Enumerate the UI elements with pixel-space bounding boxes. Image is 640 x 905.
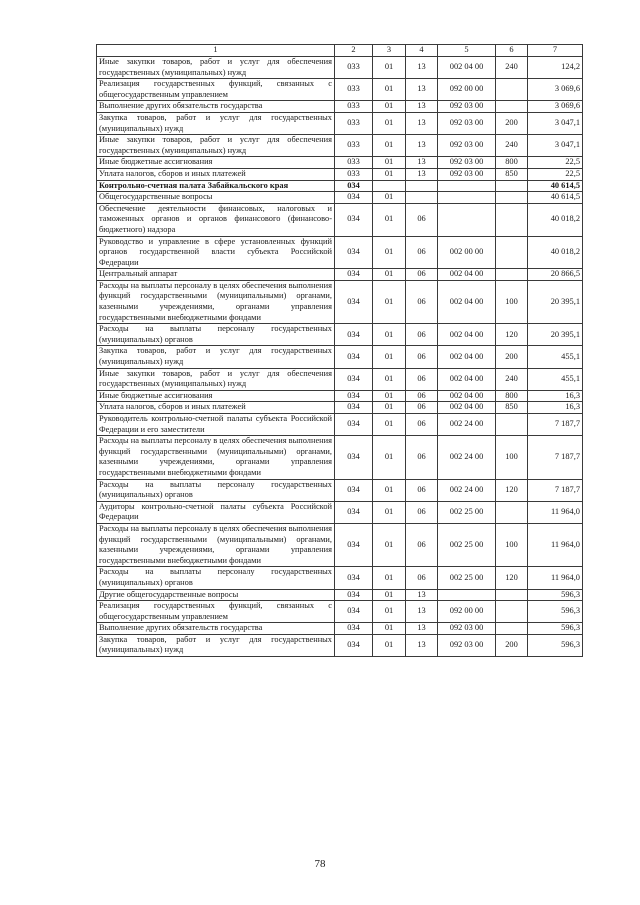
amount-cell: 455,1: [528, 346, 583, 368]
target-article-cell: 002 04 00: [438, 324, 496, 346]
expense-type-cell: 240: [496, 368, 528, 390]
table-row: [97, 203, 583, 236]
subsection-code-cell: 06: [406, 390, 438, 402]
amount-cell: 3 047,1: [528, 135, 583, 157]
ministry-code-cell: 034: [335, 589, 373, 601]
ministry-code-cell: 033: [335, 101, 373, 113]
row-name-cell: Реализация государственных функций, связанных с общегосударственным управлением: [97, 79, 335, 101]
target-article-cell: 002 00 00: [438, 236, 496, 269]
target-article-cell: [438, 192, 496, 204]
subsection-code-cell: 13: [406, 623, 438, 635]
row-name-cell: Общегосударственные вопросы: [97, 192, 335, 204]
amount-cell: 40 018,2: [528, 236, 583, 269]
table-row: [97, 601, 583, 623]
subsection-code-cell: [406, 180, 438, 192]
amount-cell: 596,3: [528, 634, 583, 656]
table-row: [97, 236, 583, 269]
subsection-code-cell: 06: [406, 501, 438, 523]
expense-type-cell: 120: [496, 324, 528, 346]
target-article-cell: 092 03 00: [438, 168, 496, 180]
header-col-2: 2: [335, 45, 373, 57]
ministry-code-cell: 034: [335, 479, 373, 501]
amount-cell: 3 069,6: [528, 101, 583, 113]
target-article-cell: 092 00 00: [438, 79, 496, 101]
row-name-cell: Уплата налогов, сборов и иных платежей: [97, 168, 335, 180]
row-name-cell: Центральный аппарат: [97, 269, 335, 281]
target-article-cell: 002 24 00: [438, 414, 496, 436]
row-name-cell: Закупка товаров, работ и услуг для государственных (муниципальных) нужд: [97, 346, 335, 368]
target-article-cell: 002 04 00: [438, 280, 496, 323]
expense-type-cell: [496, 203, 528, 236]
amount-cell: 7 187,7: [528, 479, 583, 501]
row-name-cell: Выполнение других обязательств государства: [97, 101, 335, 113]
subsection-code-cell: 06: [406, 346, 438, 368]
expense-type-cell: [496, 501, 528, 523]
row-name-cell: Аудиторы контрольно-счетной палаты субъекта Российской Федерации: [97, 501, 335, 523]
table-row: [97, 79, 583, 101]
expense-type-cell: [496, 180, 528, 192]
section-code-cell: 01: [373, 57, 406, 79]
row-name-cell: Иные закупки товаров, работ и услуг для обеспечения государственных (муниципальных) нужд: [97, 368, 335, 390]
page-number: 78: [314, 858, 326, 870]
row-name-cell: Расходы на выплаты персоналу государственных (муниципальных) органов: [97, 567, 335, 589]
expense-type-cell: 850: [496, 402, 528, 414]
section-code-cell: 01: [373, 501, 406, 523]
section-code-cell: 01: [373, 589, 406, 601]
target-article-cell: 002 04 00: [438, 269, 496, 281]
ministry-code-cell: 034: [335, 501, 373, 523]
amount-cell: 7 187,7: [528, 414, 583, 436]
target-article-cell: 002 04 00: [438, 346, 496, 368]
table-row: [97, 157, 583, 169]
target-article-cell: 002 04 00: [438, 368, 496, 390]
row-name-cell: Иные бюджетные ассигнования: [97, 390, 335, 402]
amount-cell: 40 018,2: [528, 203, 583, 236]
row-name-cell: Обеспечение деятельности финансовых, налоговых и таможенных органов и органов финансового (финансово-бюджетного) надзора: [97, 203, 335, 236]
amount-cell: 40 614,5: [528, 192, 583, 204]
header-col-4: 4: [406, 45, 438, 57]
section-code-cell: 01: [373, 402, 406, 414]
subsection-code-cell: [406, 192, 438, 204]
section-code-cell: 01: [373, 101, 406, 113]
table-row: [97, 414, 583, 436]
expense-type-cell: 120: [496, 567, 528, 589]
table-row: [97, 567, 583, 589]
ministry-code-cell: 033: [335, 135, 373, 157]
expense-type-cell: 800: [496, 390, 528, 402]
target-article-cell: 002 04 00: [438, 57, 496, 79]
section-code-cell: [373, 180, 406, 192]
subsection-code-cell: 06: [406, 436, 438, 479]
subsection-code-cell: 06: [406, 414, 438, 436]
target-article-cell: 092 00 00: [438, 601, 496, 623]
row-name-cell: Другие общегосударственные вопросы: [97, 589, 335, 601]
table-header-row: [97, 45, 583, 57]
header-col-6: 6: [496, 45, 528, 57]
section-code-cell: 01: [373, 567, 406, 589]
table-row: [97, 436, 583, 479]
expense-type-cell: [496, 414, 528, 436]
section-code-cell: 01: [373, 623, 406, 635]
target-article-cell: 092 03 00: [438, 634, 496, 656]
expense-type-cell: [496, 101, 528, 113]
subsection-code-cell: 13: [406, 112, 438, 134]
table-row: [97, 192, 583, 204]
expense-type-cell: [496, 79, 528, 101]
subsection-code-cell: 06: [406, 324, 438, 346]
amount-cell: 16,3: [528, 390, 583, 402]
section-code-cell: 01: [373, 414, 406, 436]
row-name-cell: Закупка товаров, работ и услуг для государственных (муниципальных) нужд: [97, 112, 335, 134]
amount-cell: 40 614,5: [528, 180, 583, 192]
subsection-code-cell: 13: [406, 589, 438, 601]
table-row: [97, 280, 583, 323]
target-article-cell: 002 24 00: [438, 436, 496, 479]
row-name-cell: Руководство и управление в сфере установленных функций органов государственной власти субъекта Российской Федерации: [97, 236, 335, 269]
amount-cell: 7 187,7: [528, 436, 583, 479]
row-name-cell: Выполнение других обязательств государства: [97, 623, 335, 635]
section-code-cell: 01: [373, 168, 406, 180]
ministry-code-cell: 034: [335, 567, 373, 589]
amount-cell: 124,2: [528, 57, 583, 79]
section-code-cell: 01: [373, 634, 406, 656]
target-article-cell: 092 03 00: [438, 157, 496, 169]
ministry-code-cell: 034: [335, 436, 373, 479]
expense-type-cell: 100: [496, 436, 528, 479]
table-row: [97, 368, 583, 390]
subsection-code-cell: 06: [406, 567, 438, 589]
expense-type-cell: [496, 192, 528, 204]
amount-cell: 596,3: [528, 589, 583, 601]
table-row: [97, 180, 583, 192]
ministry-code-cell: 033: [335, 157, 373, 169]
row-name-cell: Закупка товаров, работ и услуг для государственных (муниципальных) нужд: [97, 634, 335, 656]
subsection-code-cell: 06: [406, 402, 438, 414]
table-row: [97, 501, 583, 523]
subsection-code-cell: 13: [406, 157, 438, 169]
subsection-code-cell: 06: [406, 236, 438, 269]
ministry-code-cell: 034: [335, 414, 373, 436]
expense-type-cell: [496, 623, 528, 635]
expense-type-cell: 200: [496, 634, 528, 656]
expense-type-cell: 120: [496, 479, 528, 501]
row-name-cell: Руководитель контрольно-счетной палаты субъекта Российской Федерации и его заместители: [97, 414, 335, 436]
target-article-cell: [438, 589, 496, 601]
expense-type-cell: [496, 601, 528, 623]
expense-type-cell: 240: [496, 135, 528, 157]
section-code-cell: 01: [373, 280, 406, 323]
expense-type-cell: 200: [496, 112, 528, 134]
ministry-code-cell: 034: [335, 192, 373, 204]
subsection-code-cell: 13: [406, 168, 438, 180]
table-row: [97, 623, 583, 635]
subsection-code-cell: 13: [406, 601, 438, 623]
table-row: [97, 112, 583, 134]
section-code-cell: 01: [373, 346, 406, 368]
table-row: [97, 269, 583, 281]
row-name-cell: Расходы на выплаты персоналу в целях обеспечения выполнения функций государственными (муниципальными) органами, казенными учреждениями, органами управления государственными внебюджетными фондами: [97, 436, 335, 479]
expense-type-cell: [496, 589, 528, 601]
expense-type-cell: [496, 236, 528, 269]
target-article-cell: 002 04 00: [438, 402, 496, 414]
row-name-cell: Иные закупки товаров, работ и услуг для обеспечения государственных (муниципальных) нужд: [97, 135, 335, 157]
ministry-code-cell: 034: [335, 368, 373, 390]
ministry-code-cell: 034: [335, 203, 373, 236]
row-name-cell: Уплата налогов, сборов и иных платежей: [97, 402, 335, 414]
ministry-code-cell: 034: [335, 634, 373, 656]
ministry-code-cell: 034: [335, 402, 373, 414]
header-col-5: 5: [438, 45, 496, 57]
table-row: [97, 479, 583, 501]
expense-type-cell: 100: [496, 280, 528, 323]
section-code-cell: 01: [373, 236, 406, 269]
ministry-code-cell: 034: [335, 601, 373, 623]
amount-cell: 11 964,0: [528, 523, 583, 566]
target-article-cell: [438, 203, 496, 236]
subsection-code-cell: 13: [406, 57, 438, 79]
amount-cell: 596,3: [528, 601, 583, 623]
amount-cell: 20 395,1: [528, 280, 583, 323]
row-name-cell: Иные закупки товаров, работ и услуг для обеспечения государственных (муниципальных) нужд: [97, 57, 335, 79]
amount-cell: 3 047,1: [528, 112, 583, 134]
target-article-cell: 092 03 00: [438, 101, 496, 113]
ministry-code-cell: 034: [335, 236, 373, 269]
ministry-code-cell: 034: [335, 523, 373, 566]
expense-type-cell: 100: [496, 523, 528, 566]
header-col-3: 3: [373, 45, 406, 57]
ministry-code-cell: 034: [335, 390, 373, 402]
amount-cell: 22,5: [528, 157, 583, 169]
table-row: [97, 101, 583, 113]
section-code-cell: 01: [373, 479, 406, 501]
row-name-cell: Расходы на выплаты персоналу государственных (муниципальных) органов: [97, 479, 335, 501]
amount-cell: 3 069,6: [528, 79, 583, 101]
subsection-code-cell: 06: [406, 269, 438, 281]
subsection-code-cell: 13: [406, 101, 438, 113]
ministry-code-cell: 033: [335, 112, 373, 134]
table-row: [97, 634, 583, 656]
amount-cell: 596,3: [528, 623, 583, 635]
section-code-cell: 01: [373, 203, 406, 236]
amount-cell: 22,5: [528, 168, 583, 180]
header-col-1: 1: [97, 45, 335, 57]
section-code-cell: 01: [373, 269, 406, 281]
row-name-cell: Реализация государственных функций, связанных с общегосударственным управлением: [97, 601, 335, 623]
ministry-code-cell: 033: [335, 168, 373, 180]
target-article-cell: 002 25 00: [438, 501, 496, 523]
section-code-cell: 01: [373, 390, 406, 402]
table-row: [97, 402, 583, 414]
subsection-code-cell: 13: [406, 79, 438, 101]
ministry-code-cell: 033: [335, 57, 373, 79]
table-row: [97, 390, 583, 402]
target-article-cell: 002 24 00: [438, 479, 496, 501]
header-col-7: 7: [528, 45, 583, 57]
amount-cell: 20 866,5: [528, 269, 583, 281]
ministry-code-cell: 034: [335, 324, 373, 346]
ministry-code-cell: 034: [335, 269, 373, 281]
table-row: [97, 346, 583, 368]
target-article-cell: 002 25 00: [438, 567, 496, 589]
section-code-cell: 01: [373, 601, 406, 623]
ministry-code-cell: 034: [335, 280, 373, 323]
section-code-cell: 01: [373, 324, 406, 346]
expense-type-cell: 200: [496, 346, 528, 368]
row-name-cell: Расходы на выплаты персоналу в целях обеспечения выполнения функций государственными (муниципальными) органами, казенными учреждениями, органами управления государственными внебюджетными фондами: [97, 523, 335, 566]
target-article-cell: 092 03 00: [438, 623, 496, 635]
expense-type-cell: 850: [496, 168, 528, 180]
budget-table: [96, 44, 583, 657]
ministry-code-cell: 034: [335, 180, 373, 192]
amount-cell: 20 395,1: [528, 324, 583, 346]
subsection-code-cell: 06: [406, 523, 438, 566]
expense-type-cell: [496, 269, 528, 281]
row-name-cell: Расходы на выплаты персоналу в целях обеспечения выполнения функций государственными (муниципальными) органами, казенными учреждениями, органами управления государственными внебюджетными фондами: [97, 280, 335, 323]
subsection-code-cell: 13: [406, 634, 438, 656]
subsection-code-cell: 13: [406, 135, 438, 157]
table-row: [97, 135, 583, 157]
amount-cell: 11 964,0: [528, 567, 583, 589]
expense-type-cell: 800: [496, 157, 528, 169]
subsection-code-cell: 06: [406, 203, 438, 236]
table-row: [97, 57, 583, 79]
table-row: [97, 523, 583, 566]
amount-cell: 11 964,0: [528, 501, 583, 523]
section-code-cell: 01: [373, 112, 406, 134]
target-article-cell: [438, 180, 496, 192]
amount-cell: 16,3: [528, 402, 583, 414]
ministry-code-cell: 034: [335, 623, 373, 635]
subsection-code-cell: 06: [406, 280, 438, 323]
expense-type-cell: 240: [496, 57, 528, 79]
section-code-cell: 01: [373, 79, 406, 101]
row-name-cell: Расходы на выплаты персоналу государственных (муниципальных) органов: [97, 324, 335, 346]
table-row: [97, 589, 583, 601]
table-row: [97, 168, 583, 180]
target-article-cell: 002 04 00: [438, 390, 496, 402]
section-code-cell: 01: [373, 436, 406, 479]
table-row: [97, 324, 583, 346]
section-code-cell: 01: [373, 368, 406, 390]
section-code-cell: 01: [373, 192, 406, 204]
target-article-cell: 092 03 00: [438, 112, 496, 134]
row-name-cell: Контрольно-счетная палата Забайкальского края: [97, 180, 335, 192]
section-code-cell: 01: [373, 523, 406, 566]
row-name-cell: Иные бюджетные ассигнования: [97, 157, 335, 169]
section-code-cell: 01: [373, 157, 406, 169]
subsection-code-cell: 06: [406, 479, 438, 501]
target-article-cell: 092 03 00: [438, 135, 496, 157]
section-code-cell: 01: [373, 135, 406, 157]
ministry-code-cell: 033: [335, 79, 373, 101]
target-article-cell: 002 25 00: [438, 523, 496, 566]
ministry-code-cell: 034: [335, 346, 373, 368]
amount-cell: 455,1: [528, 368, 583, 390]
subsection-code-cell: 06: [406, 368, 438, 390]
